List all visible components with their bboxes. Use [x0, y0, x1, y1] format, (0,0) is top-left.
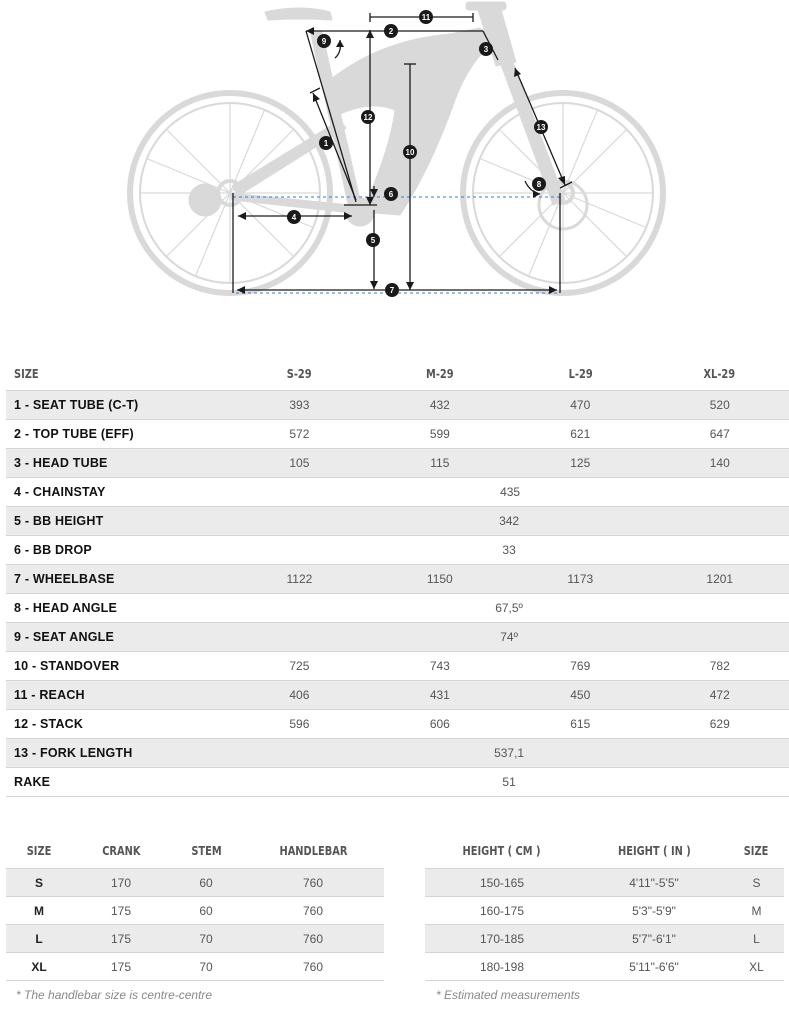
row-label: 1 - SEAT TUBE (C-T) — [6, 391, 229, 420]
marker-2 — [384, 24, 398, 38]
row-label: 5 - BB HEIGHT — [6, 507, 229, 536]
row-label: 2 - TOP TUBE (EFF) — [6, 420, 229, 449]
row-label: 9 - SEAT ANGLE — [6, 623, 229, 652]
height-in-cell: 4'11"-5'5" — [579, 869, 729, 897]
row-label: 10 - STANDOVER — [6, 652, 229, 681]
cell-value-all-sizes: 51 — [229, 768, 789, 797]
svg-text:4: 4 — [291, 213, 297, 222]
height-cm-cell: 180-198 — [425, 953, 579, 981]
cell-value: 1173 — [510, 565, 650, 594]
cell-value: 393 — [229, 391, 369, 420]
cell-value: 431 — [370, 681, 510, 710]
header-height-cm: HEIGHT ( CM ) — [425, 834, 579, 869]
cell-value-all-sizes: 342 — [229, 507, 789, 536]
table-row — [6, 652, 789, 681]
geometry-table — [6, 357, 789, 797]
header-size: SIZE — [6, 834, 72, 869]
svg-text:2: 2 — [388, 27, 394, 36]
row-label: 13 - FORK LENGTH — [6, 739, 229, 768]
cell-value: 647 — [650, 420, 789, 449]
height-in-cell: 5'7"-6'1" — [579, 925, 729, 953]
svg-text:5: 5 — [370, 236, 376, 245]
cell-value-all-sizes: 67,5º — [229, 594, 789, 623]
sizing-header-row — [425, 834, 784, 869]
crank-cell: 175 — [72, 925, 170, 953]
rider-sizing-table — [425, 834, 784, 981]
table-row — [6, 565, 789, 594]
marker-8 — [532, 177, 546, 191]
crank-cell: 175 — [72, 953, 170, 981]
marker-3 — [479, 42, 493, 56]
height-in-cell: 5'11"-6'6" — [579, 953, 729, 981]
header-size-l: L-29 — [510, 357, 650, 391]
front-wheel — [463, 93, 663, 293]
table-row — [6, 768, 789, 797]
table-row — [6, 739, 789, 768]
table-row — [6, 710, 789, 739]
cell-value: 599 — [370, 420, 510, 449]
header-size-m: M-29 — [370, 357, 510, 391]
height-in-cell: 5'3"-5'9" — [579, 897, 729, 925]
handlebar-cell: 760 — [242, 925, 384, 953]
cell-value: 470 — [510, 391, 650, 420]
estimate-footnote: * Estimated measurements — [436, 988, 581, 1002]
table-row — [6, 594, 789, 623]
cell-value: 140 — [650, 449, 789, 478]
header-size-xl: XL-29 — [650, 357, 789, 391]
cell-value: 125 — [510, 449, 650, 478]
height-cm-cell: 170-185 — [425, 925, 579, 953]
height-cm-cell: 160-175 — [425, 897, 579, 925]
handlebar-cell: 760 — [242, 897, 384, 925]
cell-value: 1150 — [370, 565, 510, 594]
cell-value: 406 — [229, 681, 369, 710]
bike-geometry-diagram — [0, 0, 789, 310]
svg-text:9: 9 — [321, 37, 327, 46]
table-row — [6, 507, 789, 536]
components-table — [6, 834, 384, 981]
svg-text:10: 10 — [405, 148, 415, 157]
marker-4 — [287, 210, 301, 224]
cell-value-all-sizes: 435 — [229, 478, 789, 507]
header-size: SIZE — [6, 357, 229, 391]
cell-value: 725 — [229, 652, 369, 681]
table-row — [6, 953, 384, 981]
table-row — [6, 897, 384, 925]
stem-cell: 60 — [170, 897, 242, 925]
table-row — [6, 536, 789, 565]
cell-value: 432 — [370, 391, 510, 420]
svg-text:7: 7 — [389, 286, 395, 295]
table-row — [6, 449, 789, 478]
row-label: 8 - HEAD ANGLE — [6, 594, 229, 623]
cell-value: 606 — [370, 710, 510, 739]
marker-7 — [385, 283, 399, 297]
cell-value: 596 — [229, 710, 369, 739]
size-cell: XL — [729, 953, 784, 981]
table-row — [6, 420, 789, 449]
table-row — [6, 869, 384, 897]
cell-value: 1201 — [650, 565, 789, 594]
header-crank: CRANK — [72, 834, 170, 869]
marker-11 — [419, 10, 433, 24]
cell-value: 782 — [650, 652, 789, 681]
size-cell: XL — [6, 953, 72, 981]
header-height-in: HEIGHT ( IN ) — [579, 834, 729, 869]
svg-text:13: 13 — [536, 123, 546, 132]
table-row — [425, 897, 784, 925]
marker-6 — [384, 187, 398, 201]
header-handlebar: HANDLEBAR — [242, 834, 384, 869]
table-row — [6, 681, 789, 710]
cell-value: 472 — [650, 681, 789, 710]
size-cell: M — [729, 897, 784, 925]
marker-1 — [319, 136, 333, 150]
size-cell: M — [6, 897, 72, 925]
size-cell: S — [729, 869, 784, 897]
svg-text:3: 3 — [483, 45, 489, 54]
cell-value: 520 — [650, 391, 789, 420]
row-label: RAKE — [6, 768, 229, 797]
marker-5 — [366, 233, 380, 247]
size-cell: L — [6, 925, 72, 953]
cell-value: 115 — [370, 449, 510, 478]
row-label: 12 - STACK — [6, 710, 229, 739]
size-cell: S — [6, 869, 72, 897]
cell-value: 743 — [370, 652, 510, 681]
cell-value: 629 — [650, 710, 789, 739]
row-label: 3 - HEAD TUBE — [6, 449, 229, 478]
cell-value: 105 — [229, 449, 369, 478]
svg-text:8: 8 — [536, 180, 542, 189]
table-row — [6, 478, 789, 507]
svg-text:6: 6 — [388, 190, 394, 199]
svg-text:11: 11 — [421, 13, 431, 22]
cell-value: 621 — [510, 420, 650, 449]
marker-9 — [317, 34, 331, 48]
table-row — [425, 953, 784, 981]
stem-cell: 70 — [170, 925, 242, 953]
table-row — [6, 391, 789, 420]
table-row — [6, 623, 789, 652]
cell-value: 450 — [510, 681, 650, 710]
header-size: SIZE — [729, 834, 784, 869]
svg-text:12: 12 — [363, 113, 373, 122]
row-label: 6 - BB DROP — [6, 536, 229, 565]
cell-value-all-sizes: 537,1 — [229, 739, 789, 768]
handlebar-cell: 760 — [242, 869, 384, 897]
marker-12 — [361, 110, 375, 124]
height-cm-cell: 150-165 — [425, 869, 579, 897]
row-label: 11 - REACH — [6, 681, 229, 710]
marker-10 — [403, 145, 417, 159]
table-row — [425, 925, 784, 953]
handlebar-cell: 760 — [242, 953, 384, 981]
marker-13 — [534, 120, 548, 134]
stem-cell: 60 — [170, 869, 242, 897]
cell-value: 615 — [510, 710, 650, 739]
svg-text:1: 1 — [323, 139, 329, 148]
handlebar-footnote: * The handlebar size is centre-centre — [16, 988, 213, 1002]
header-stem: STEM — [170, 834, 242, 869]
cell-value-all-sizes: 74º — [229, 623, 789, 652]
stem-cell: 70 — [170, 953, 242, 981]
crank-cell: 170 — [72, 869, 170, 897]
components-header-row — [6, 834, 384, 869]
geometry-header-row — [6, 357, 789, 391]
cell-value: 572 — [229, 420, 369, 449]
size-cell: L — [729, 925, 784, 953]
row-label: 4 - CHAINSTAY — [6, 478, 229, 507]
row-label: 7 - WHEELBASE — [6, 565, 229, 594]
header-size-s: S-29 — [229, 357, 369, 391]
cell-value: 1122 — [229, 565, 369, 594]
table-row — [6, 925, 384, 953]
cell-value-all-sizes: 33 — [229, 536, 789, 565]
crank-cell: 175 — [72, 897, 170, 925]
table-row — [425, 869, 784, 897]
cell-value: 769 — [510, 652, 650, 681]
